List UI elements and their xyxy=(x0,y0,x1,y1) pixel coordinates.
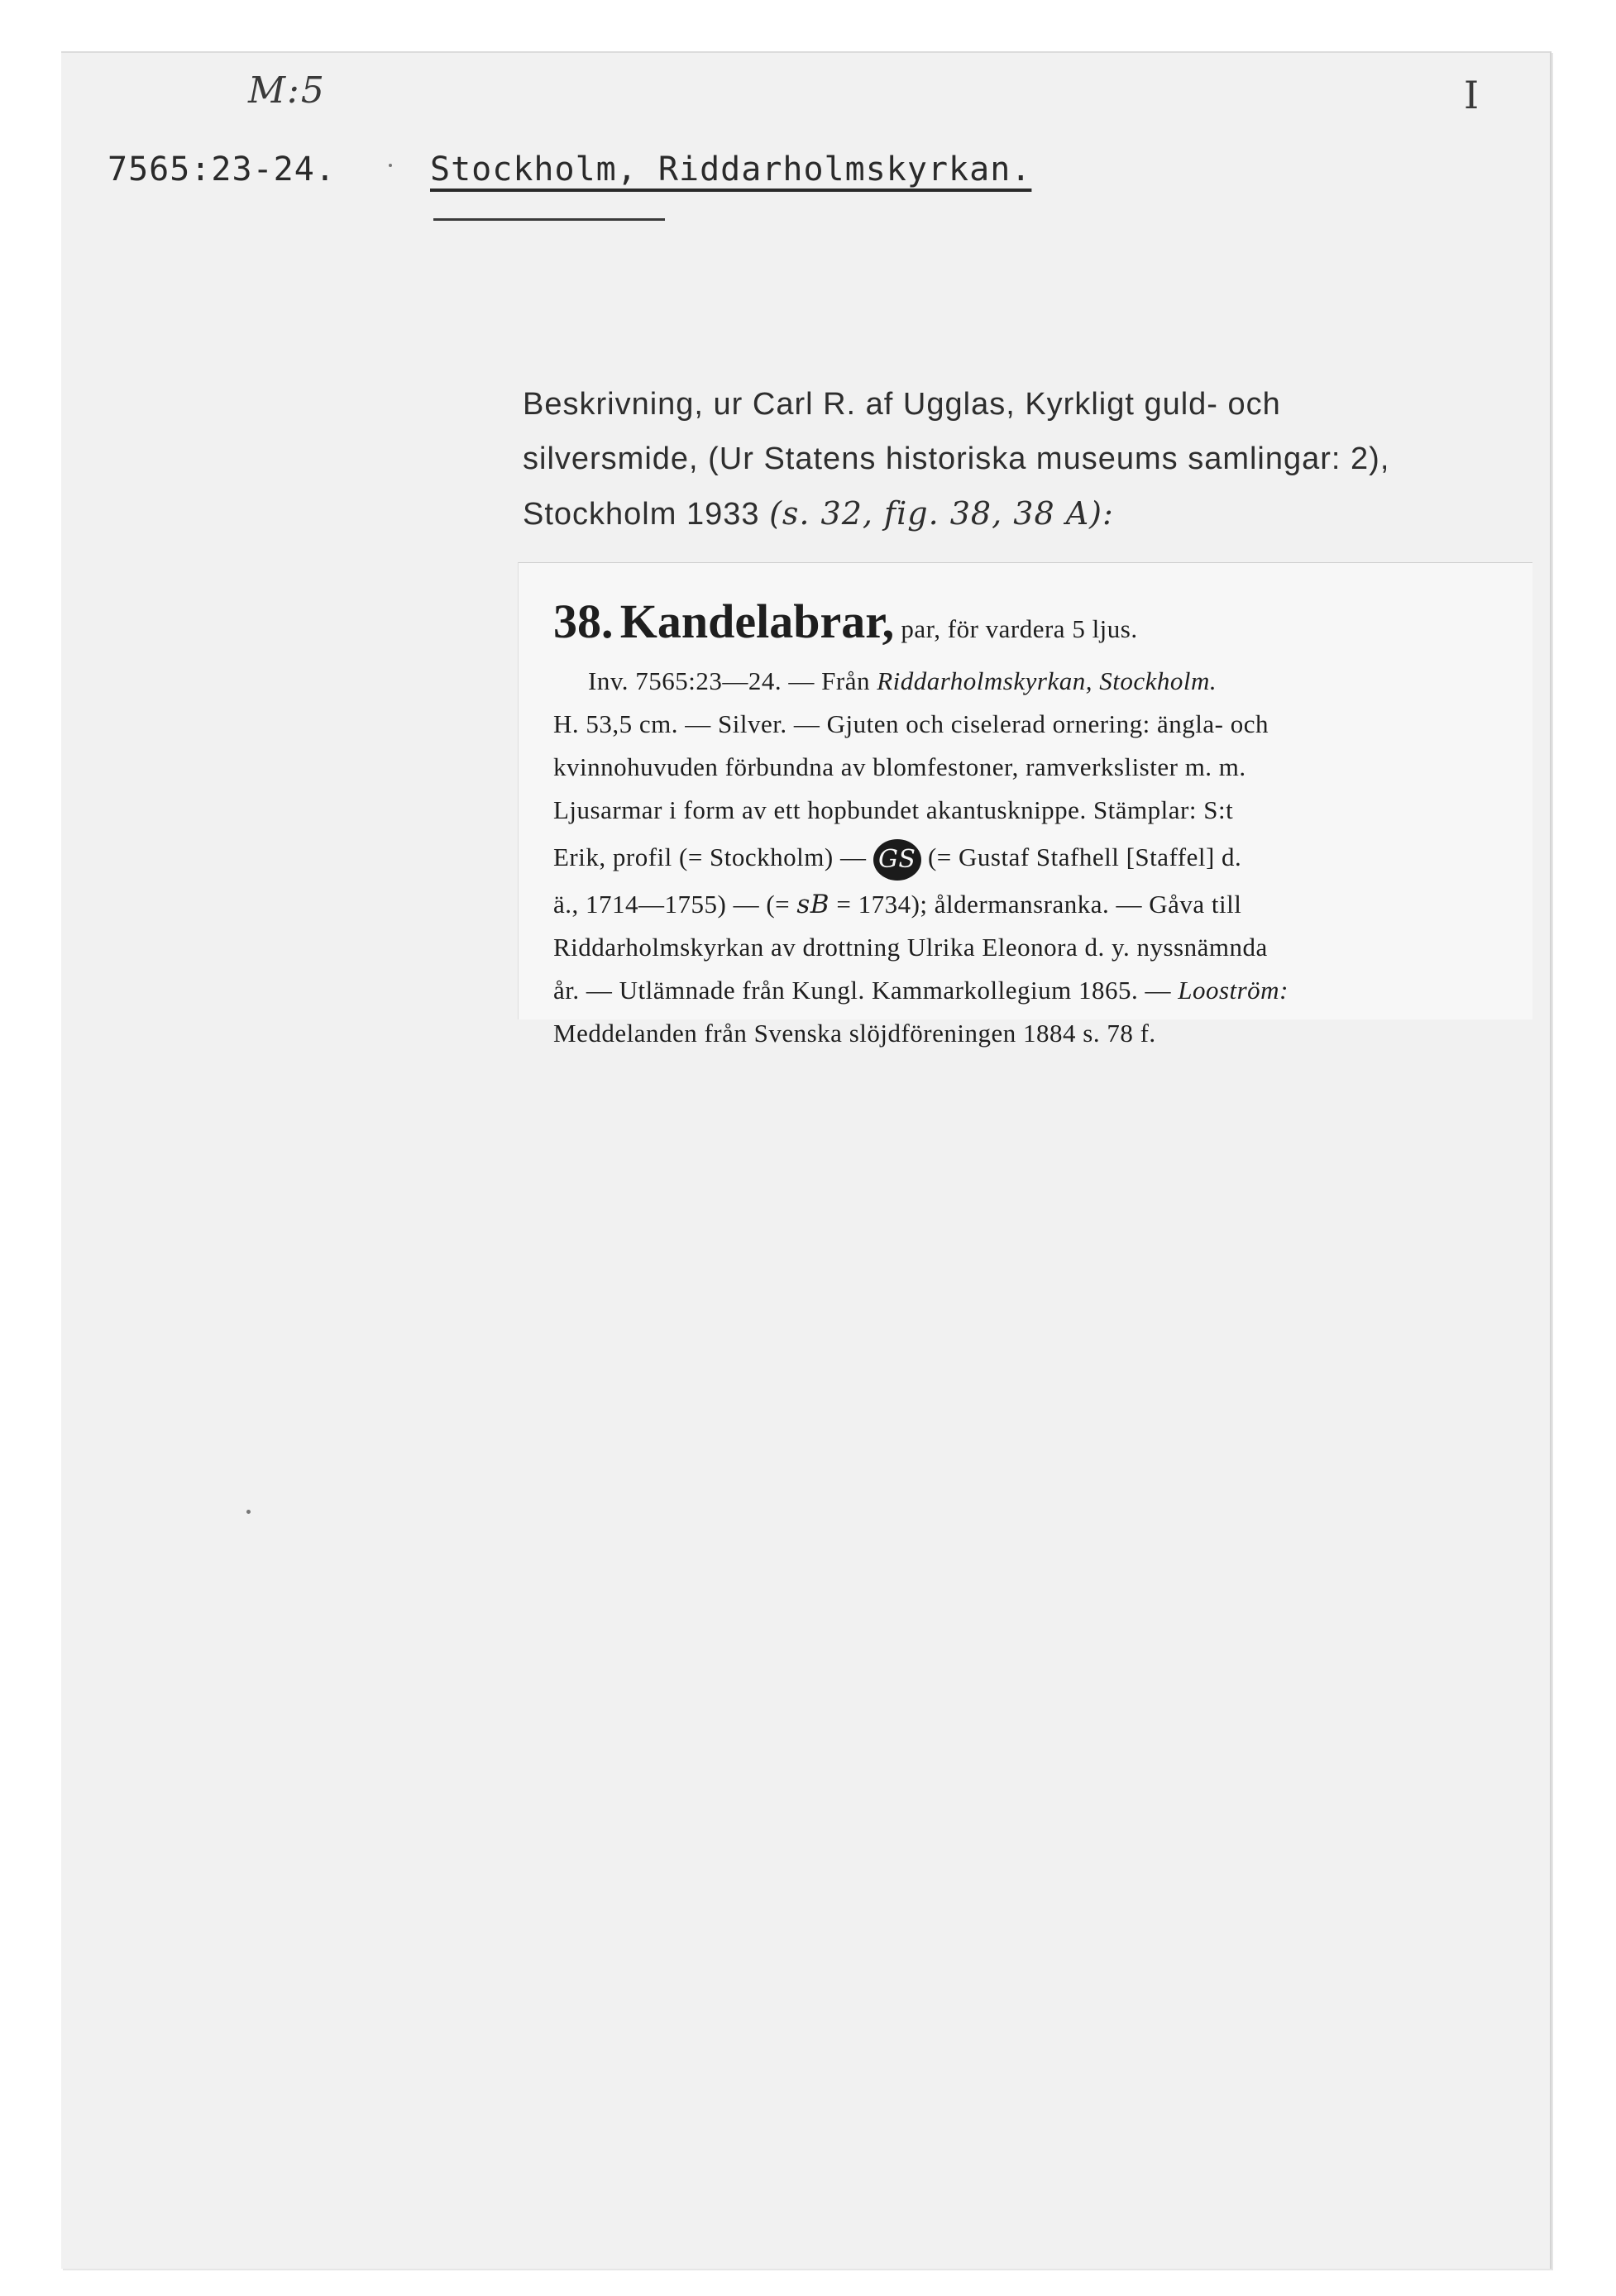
source-line-3 xyxy=(523,486,1499,542)
source-citation xyxy=(523,377,1499,542)
entry-line-7 xyxy=(553,883,1513,926)
gs-hallmark-stamp: GS xyxy=(873,839,921,881)
entry-line-6b: (= Gustaf Stafhell [Staffel] d. xyxy=(927,843,1242,871)
inventory-number: 7565:23-24. xyxy=(108,150,336,189)
place-heading: Stockholm, Riddarholmskyrkan. xyxy=(430,150,1032,189)
paper-speck xyxy=(246,1510,251,1514)
entry-title: Kandelabrar, xyxy=(619,594,895,648)
entry-line-4: kvinnohuvuden förbundna av blomfestoner, ramverkslister m. m. xyxy=(553,752,1246,781)
entry-heading xyxy=(553,591,1513,660)
entry-line-6a: Erik, profil (= Stockholm) — xyxy=(553,843,867,871)
entry-line-10: Meddelanden från Svenska slöjdföreningen 1884 s. 78 f. xyxy=(553,1019,1156,1048)
entry-line-3: H. 53,5 cm. — Silver. — Gjuten och ciselerad ornering: ängla- och xyxy=(553,709,1269,738)
year-letter-mark: sB xyxy=(796,890,830,919)
entry-number: 38. xyxy=(553,594,614,648)
handwritten-page-reference: (s. 32, fig. 38, 38 A): xyxy=(769,495,1114,532)
source-place-year: Stockholm 1933 xyxy=(523,497,760,532)
entry-line-7a: ä., 1714—1755) — (= xyxy=(553,890,791,919)
source-line-1: Beskrivning, ur Carl R. af Ugglas, Kyrkligt guld- och xyxy=(523,387,1281,422)
entry-author-reference: Looström: xyxy=(1178,976,1288,1005)
pasted-catalog-entry xyxy=(518,562,1532,1048)
entry-line-6 xyxy=(553,832,1513,883)
paper-speck xyxy=(389,164,392,167)
entry-line-5: Ljusarmar i form av ett hopbundet akantusknippe. Stämplar: S:t xyxy=(553,795,1234,824)
header-rule xyxy=(433,218,665,221)
shelf-mark: M:5 xyxy=(248,69,326,112)
entry-line-9a: år. — Utlämnade från Kungl. Kammarkollegium 1865. — xyxy=(553,976,1171,1005)
roman-numeral: I xyxy=(1464,73,1480,117)
source-line-2: silversmide, (Ur Statens historiska museums samlingar: 2), xyxy=(523,442,1390,476)
entry-inventory-prefix: Inv. 7565:23—24. — Från xyxy=(588,666,870,695)
entry-line-8: Riddarholmskyrkan av drottning Ulrika Eleonora d. y. nyssnämnda xyxy=(553,933,1268,962)
entry-line-9 xyxy=(553,969,1513,1012)
entry-inventory-line xyxy=(553,660,1513,703)
catalog-entry-text xyxy=(553,591,1513,1055)
entry-inventory-place: Riddarholmskyrkan, Stockholm. xyxy=(877,666,1217,695)
entry-line-7b: = 1734); åldermansranka. — Gåva till xyxy=(836,890,1242,919)
entry-title-rest: par, för vardera 5 ljus. xyxy=(901,614,1138,643)
